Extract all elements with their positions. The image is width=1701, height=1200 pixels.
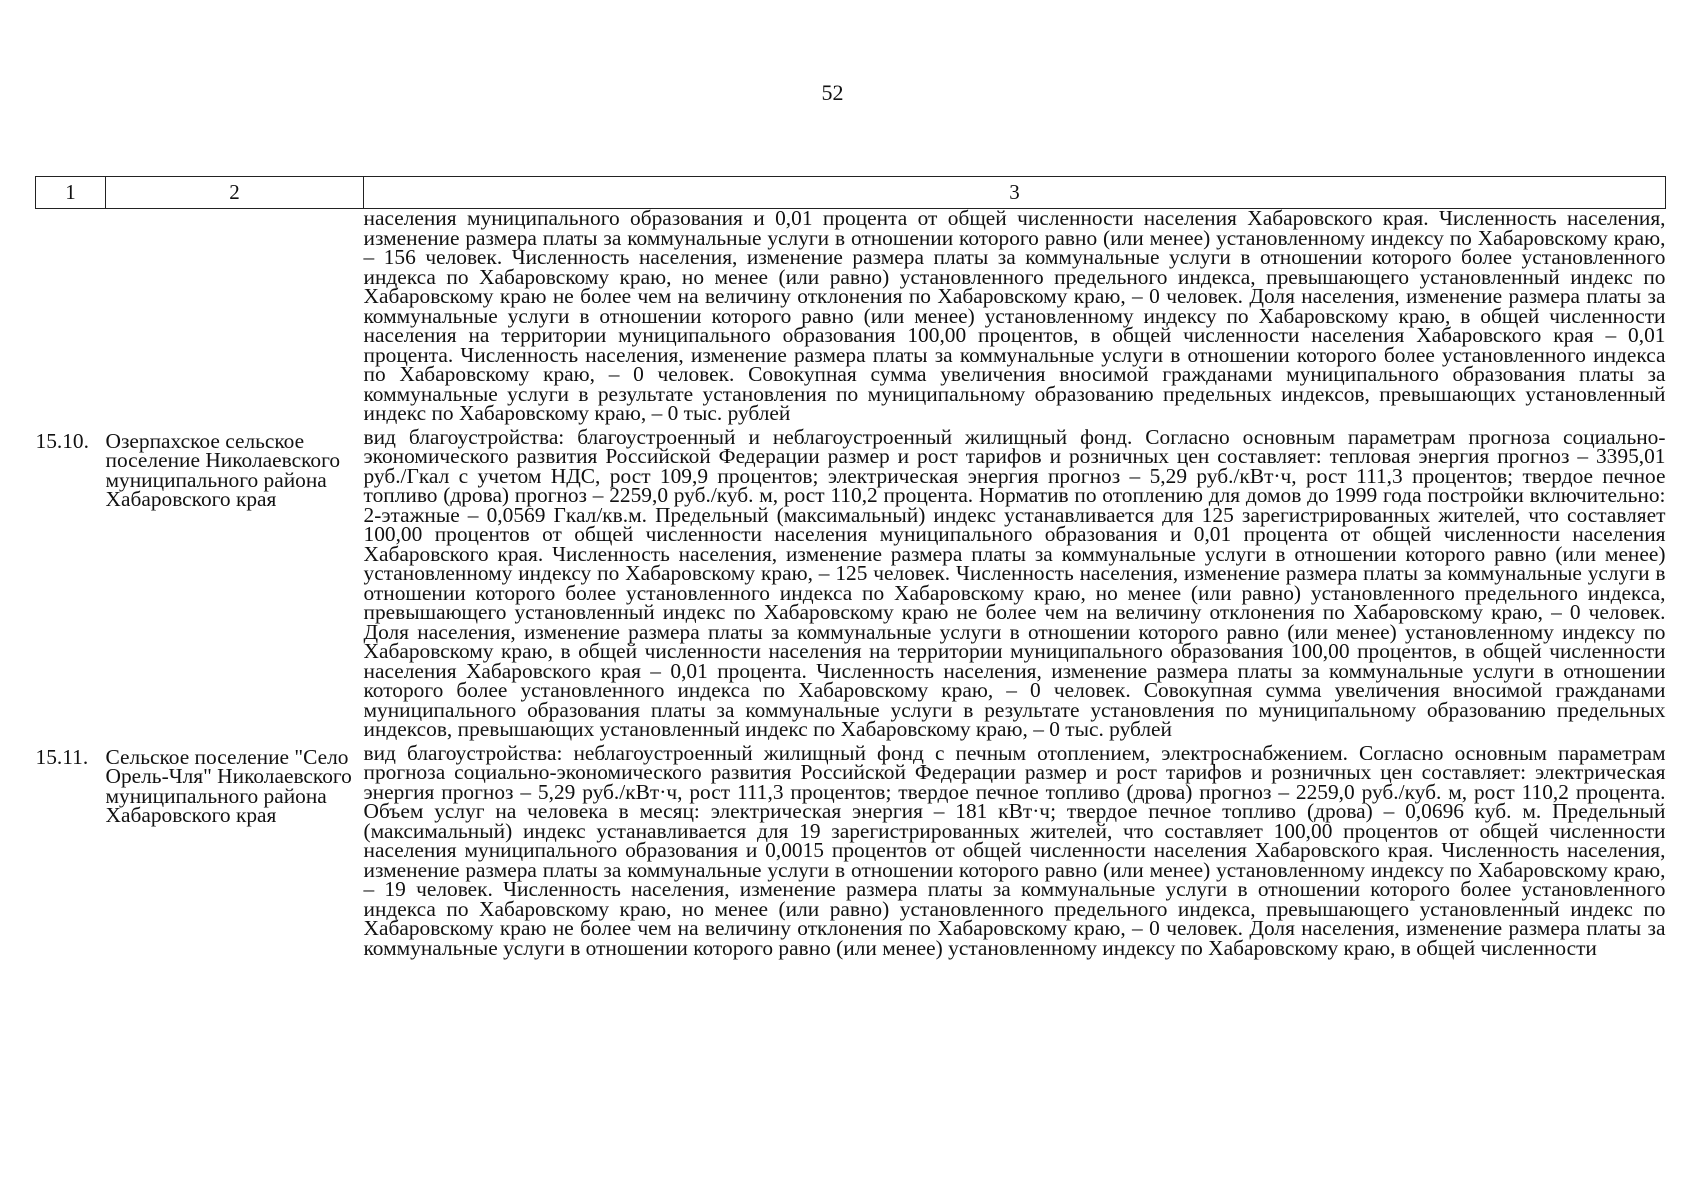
row-number: 15.10. <box>35 428 89 453</box>
table-header-row <box>36 177 1666 209</box>
row-number: 15.11. <box>35 744 89 769</box>
row-description: населения муниципального образования и 0,01 процента от общей численности населения Хабаровского края. Численность населения, изменение размера платы за коммунальные услуги в отношении которого равно (или менее) установленному индексу по Хабаровскому краю, – 156 человек. Численность населения, изменение размера платы за коммунальные услуги в отношении которого более установленного индекса по Хабаровскому краю, но менее (или равно) установленного предельного индекса, превышающего установленный индекс по Хабаровскому краю не более чем на величину отклонения по Хабаровскому краю, – 0 человек. Доля населения, изменение размера платы за коммунальные услуги в отношении которого равно (или менее) установленному индексу по Хабаровскому краю, в общей численности населения на территории муниципального образования 100,00 процентов, в общей численности населения Хабаровского края – 0,01 процента. Численность населения, изменение размера платы за коммунальные услуги в отношении которого более установленного индекса по Хабаровскому краю, – 0 человек. Совокупная сумма увеличения вносимой гражданами муниципального образования платы за коммунальные услуги в результате установления по муниципальному образованию предельных индексов, превышающих установленный индекс по Хабаровскому краю, – 0 тыс. рублей <box>363 206 1666 425</box>
row-description: вид благоустройства: неблагоустроенный жилищный фонд с печным отоплением, электроснабжением. Согласно основным параметрам прогноза социально-экономического развития Российской Федерации размер и рост тарифов и розничных цен составляет: электрическая энергия прогноз – 5,29 руб./кВт·ч, рост 111,3 процентов; твердое печное топливо (дрова) прогноз – 2259,0 руб./куб. м, рост 110,2 процента. Объем услуг на человека в месяц: электрическая энергия – 181 кВт·ч; твердое печное топливо (дрова) – 0,0696 куб. м. Предельный (максимальный) индекс устанавливается для 19 зарегистрированных жителей, что составляет 100,00 процентов от общей численности населения муниципального образования и 0,0015 процентов от общей численности населения Хабаровского края. Численность населения, изменение размера платы за коммунальные услуги в отношении которого равно (или менее) установленному индексу по Хабаровскому краю, – 19 человек. Численность населения, изменение размера платы за коммунальные услуги в отношении которого более установленного индекса по Хабаровскому краю, но менее (или равно) установленного предельного индекса, превышающего установленный индекс по Хабаровскому краю не более чем на величину отклонения по Хабаровскому краю, – 0 человек. Доля населения, изменение размера платы за коммунальные услуги в отношении которого равно (или менее) установленному индексу по Хабаровскому краю, в общей численности <box>363 740 1666 960</box>
table-row <box>36 424 1666 740</box>
row-description: вид благоустройства: благоустроенный и неблагоустроенный жилищный фонд. Согласно основным параметрам прогноза социально-экономического развития Российской Федерации размер и рост тарифов и розничных цен составляет: тепловая энергия прогноз – 3395,01 руб./Гкал с учетом НДС, рост 109,9 процентов; электрическая энергия прогноз – 5,29 руб./кВт·ч, рост 111,3 процентов; твердое печное топливо (дрова) прогноз – 2259,0 руб./куб. м, рост 110,2 процента. Норматив по отоплению для домов до 1999 года постройки включительно: 2-этажные – 0,0569 Гкал/кв.м. Предельный (максимальный) индекс устанавливается для 125 зарегистрированных жителей, что составляет 100,00 процентов от общей численности населения муниципального образования и 0,01 процента от общей численности населения Хабаровского края. Численность населения, изменение размера платы за коммунальные услуги в отношении которого равно (или менее) установленному индексу по Хабаровскому краю, – 125 человек. Численность населения, изменение размера платы за коммунальные услуги в отношении которого более установленного индекса по Хабаровскому краю, но менее (или равно) установленного предельного индекса, превышающего установленный индекс по Хабаровскому краю не более чем на величину отклонения по Хабаровскому краю, – 0 человек. Доля населения, изменение размера платы за коммунальные услуги в отношении которого равно (или менее) установленному индексу по Хабаровскому краю, в общей численности населения на территории муниципального образования 100,00 процентов, в общей численности населения Хабаровского края – 0,01 процента. Численность населения, изменение размера платы за коммунальные услуги в отношении которого более установленного индекса по Хабаровскому краю, – 0 человек. Совокупная сумма увеличения вносимой гражданами муниципального образования платы за коммунальные услуги в результате установления по муниципальному образованию предельных индексов, превышающих установленный индекс по Хабаровскому краю, – 0 тыс. рублей <box>363 424 1666 741</box>
column-header-description: 3 <box>364 177 1666 209</box>
column-header-name: 2 <box>106 177 364 209</box>
table-row-continuation <box>36 209 1666 424</box>
table-row <box>36 740 1666 959</box>
page-number: 52 <box>821 80 844 105</box>
row-name: Озерпахское сельское поселение Николаевского муниципального района Хабаровского края <box>105 428 341 511</box>
document-table <box>35 176 1666 958</box>
column-header-number: 1 <box>36 177 106 209</box>
row-name: Сельское поселение "Село Орель-Чля" Николаевского муниципального района Хабаровского края <box>105 744 352 827</box>
